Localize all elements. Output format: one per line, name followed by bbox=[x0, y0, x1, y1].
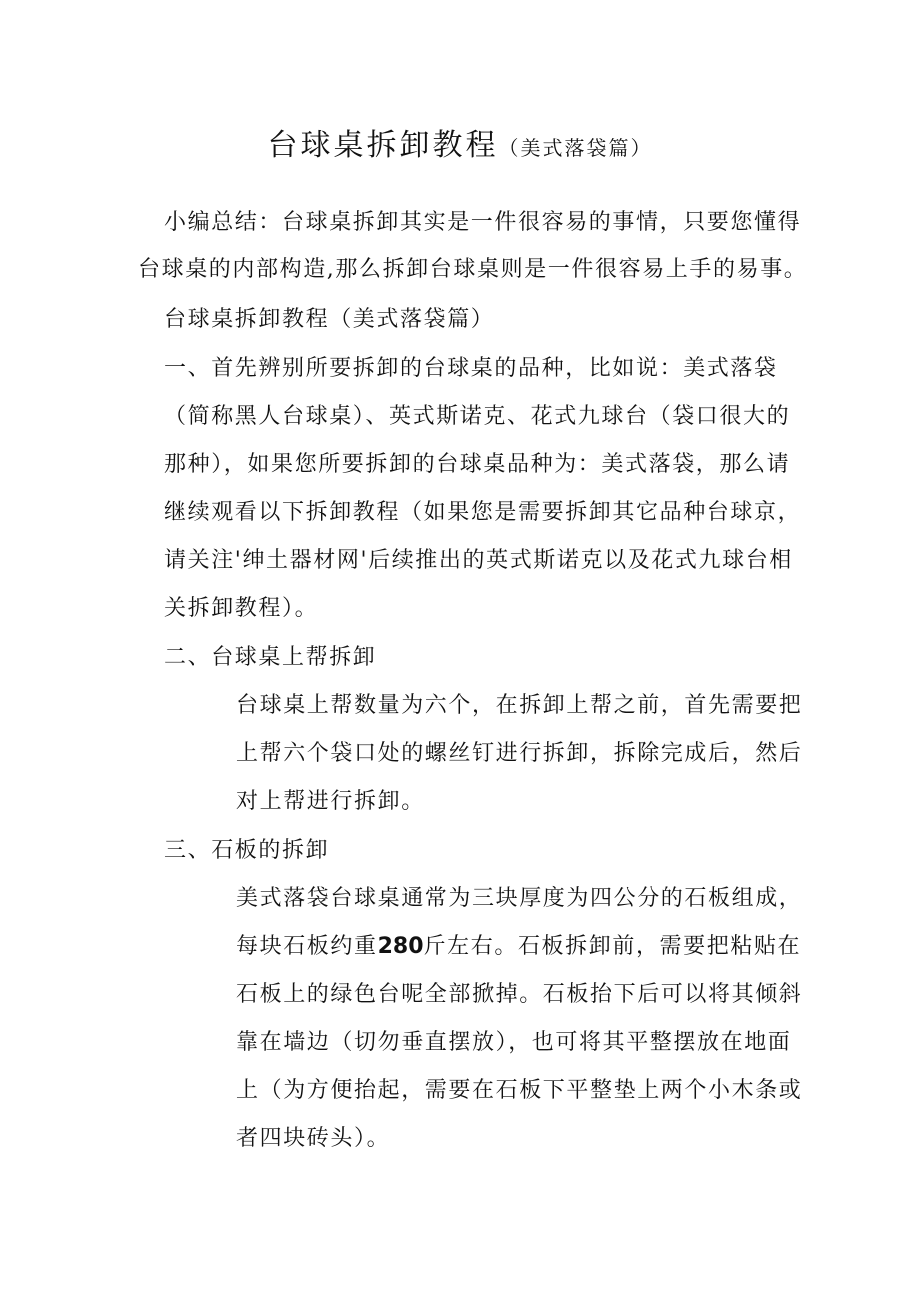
section3-line-4: 靠在墙边（切勿垂直摆放），也可将其平整摆放在地面 bbox=[236, 1030, 792, 1055]
section3-line-5: 上（为方便抬起，需要在石板下平整垫上两个小木条或 bbox=[236, 1078, 803, 1103]
section2-line-2: 上帮六个袋口处的螺丝钉进行拆卸，拆除完成后，然后 bbox=[236, 741, 803, 766]
section2-line-3: 对上帮进行拆卸。 bbox=[236, 789, 425, 814]
summary-line-1: 小编总结：台球桌拆卸其实是一件很容易的事情，只要您懂得 bbox=[164, 210, 802, 235]
section1-line-1: 一、首先辨别所要拆卸的台球桌的品种，比如说：美式落袋 bbox=[164, 356, 778, 381]
summary-line-2: 台球桌的内部构造,那么拆卸台球桌则是一件很容易上手的易事。 bbox=[138, 257, 808, 282]
section1-line-5: 请关注'绅土器材网'后续推出的英式斯诺克以及花式九球台相 bbox=[164, 548, 793, 573]
section1-line-6: 关拆卸教程）。 bbox=[164, 596, 319, 621]
document-title bbox=[0, 124, 920, 172]
weight-text-suffix: 斤左右。石板拆卸前，需要把粘贴在 bbox=[423, 934, 802, 959]
weight-text-prefix: 每块石板约重 bbox=[236, 934, 378, 959]
section3-line-3: 石板上的绿色台呢全部掀掉。石板抬下后可以将其倾斜 bbox=[236, 982, 803, 1007]
title-subtitle: （美式落袋篇） bbox=[498, 136, 653, 160]
section3-line-1: 美式落袋台球桌通常为三块厚度为四公分的石板组成， bbox=[236, 886, 803, 911]
section3-heading: 三、石板的拆卸 bbox=[164, 838, 330, 863]
section2-heading: 二、台球桌上帮拆卸 bbox=[164, 645, 377, 670]
section2-line-1: 台球桌上帮数量为六个，在拆卸上帮之前，首先需要把 bbox=[236, 693, 803, 718]
repeated-title: 台球桌拆卸教程（美式落袋篇） bbox=[164, 307, 495, 332]
section1-line-4: 继续观看以下拆卸教程（如果您是需要拆卸其它品种台球京， bbox=[164, 500, 802, 525]
weight-number: 280 bbox=[377, 934, 424, 959]
section3-line-2 bbox=[236, 932, 802, 962]
section3-line-6: 者四块砖头）。 bbox=[236, 1126, 391, 1151]
section1-line-2: （简称黑人台球桌）、英式斯诺克、花式九球台（袋口很大的 bbox=[164, 404, 791, 429]
section1-line-3: 那种），如果您所要拆卸的台球桌品种为：美式落袋，那么请 bbox=[164, 452, 791, 477]
title-main: 台球桌拆卸教程 bbox=[267, 128, 499, 163]
